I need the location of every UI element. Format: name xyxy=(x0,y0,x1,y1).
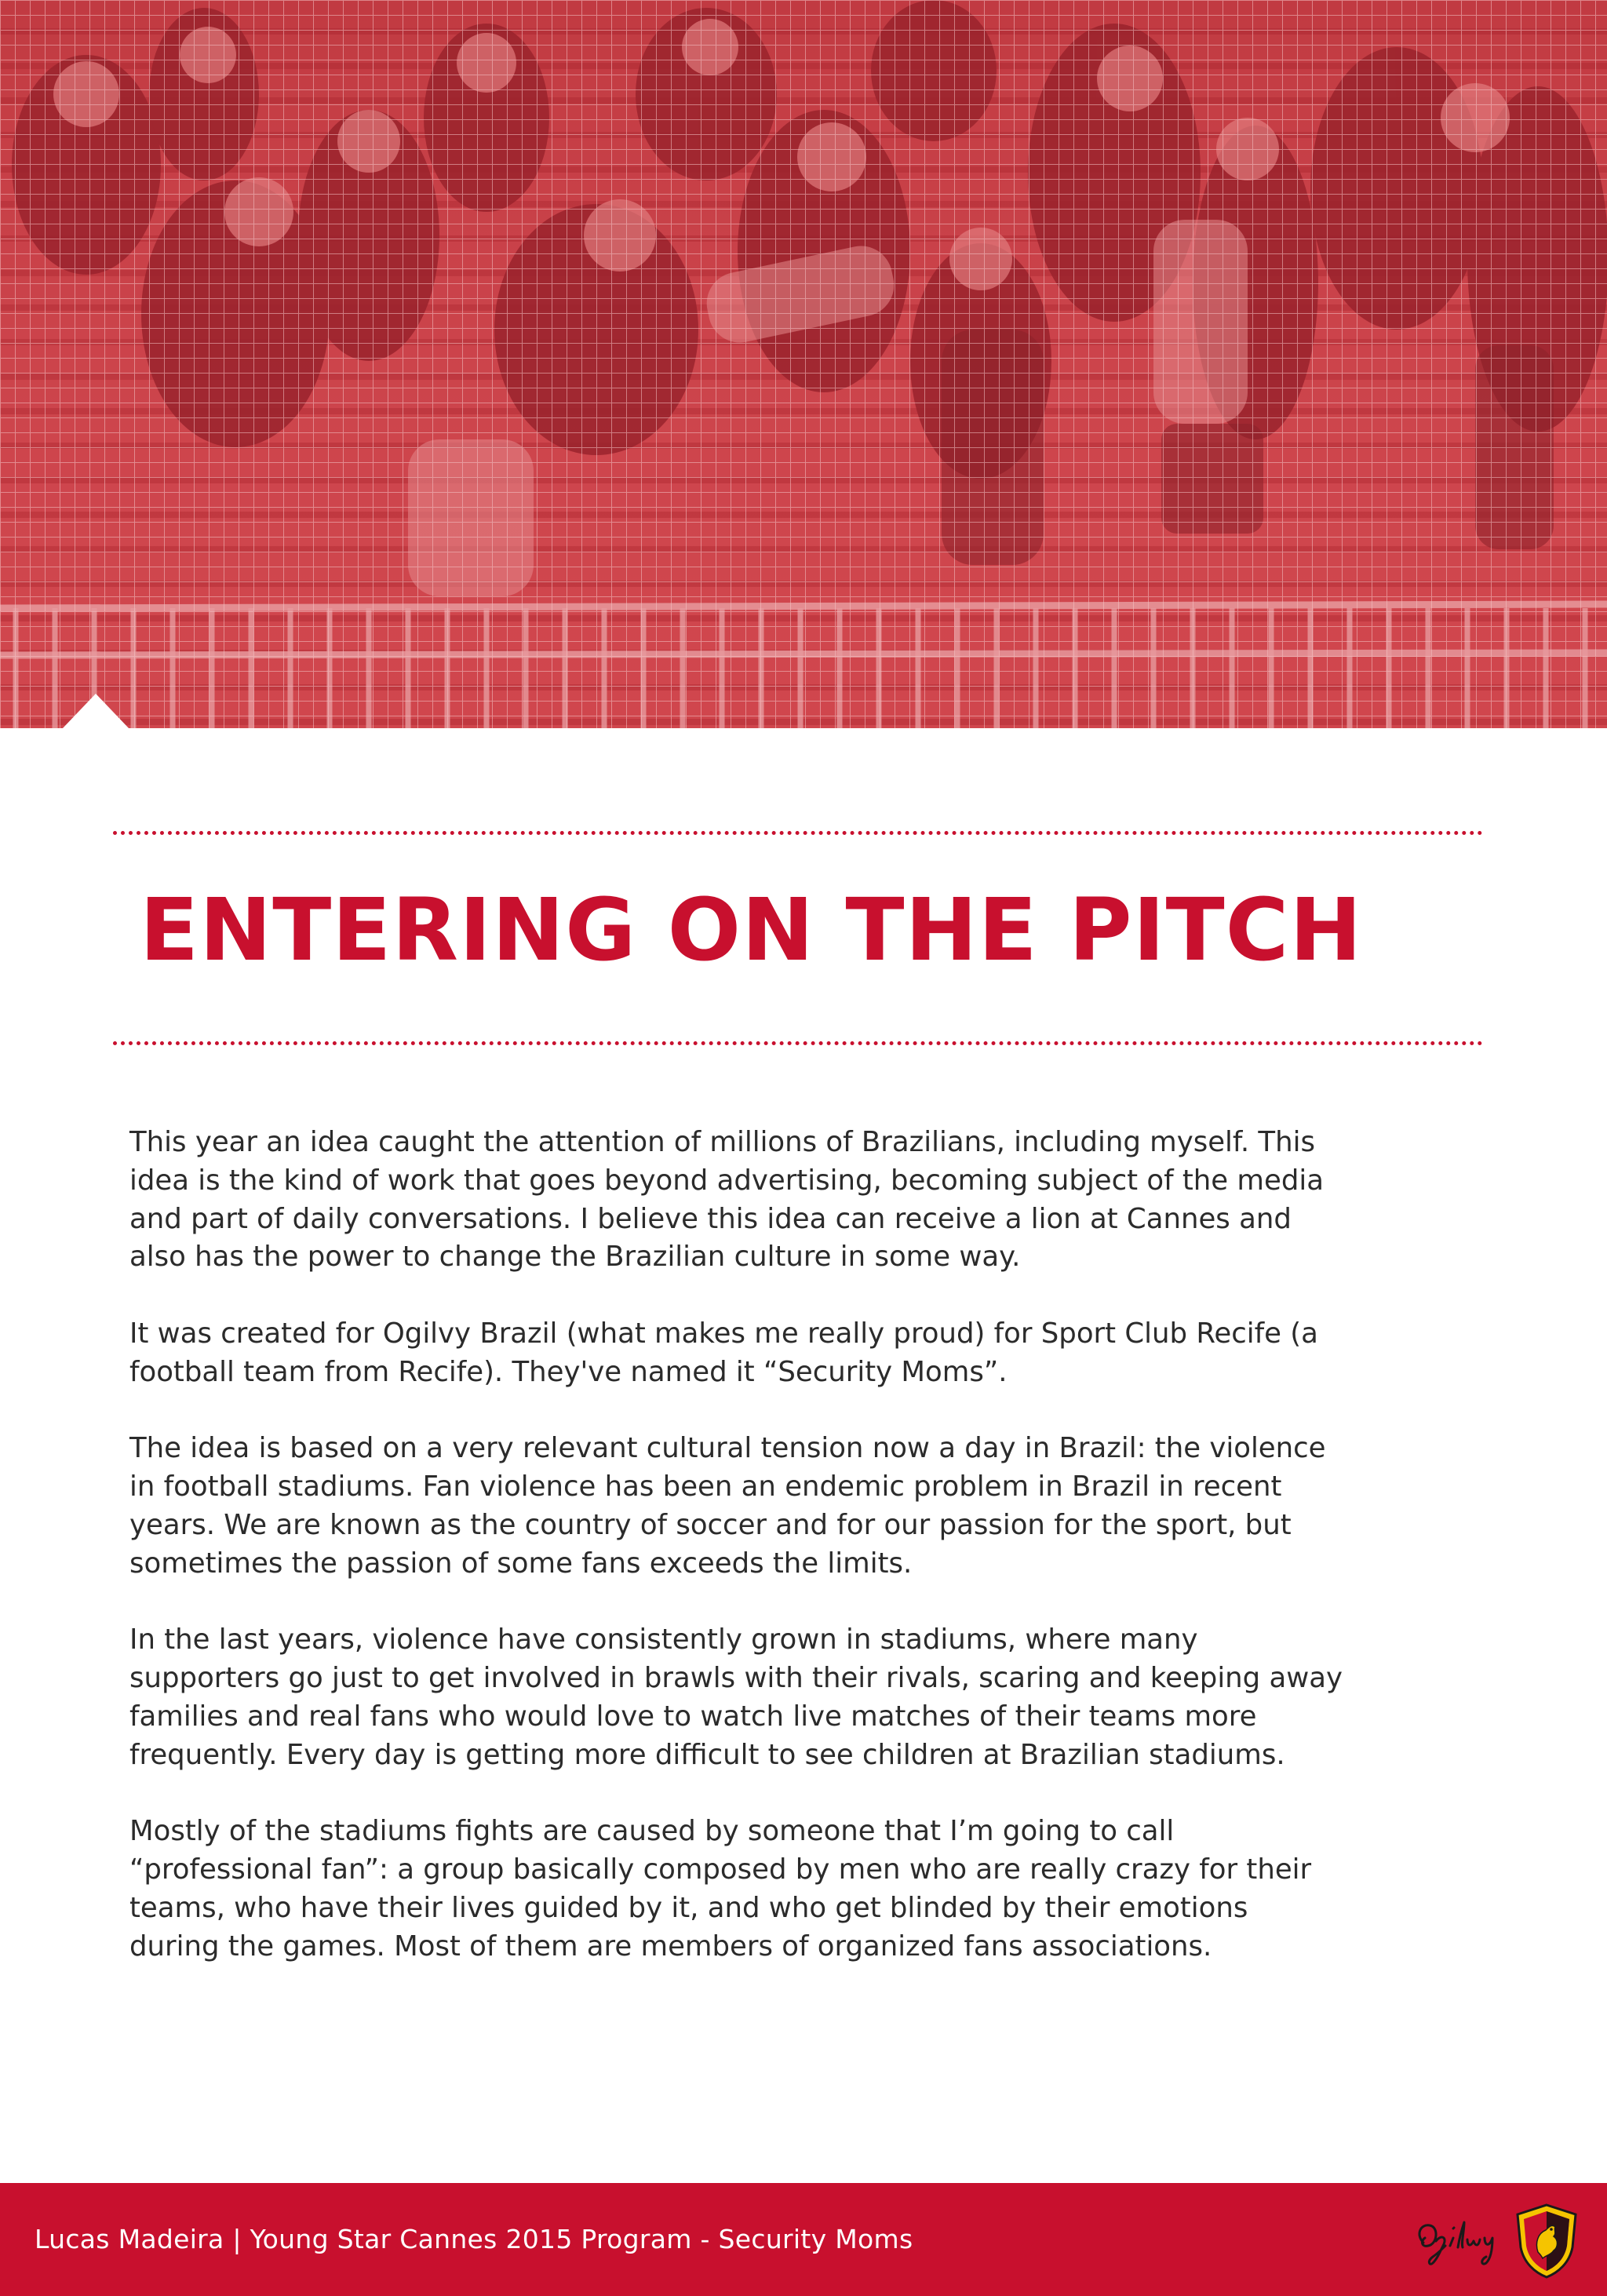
footer-credit: Lucas Madeira | Young Star Cannes 2015 Program - Security Moms xyxy=(35,2224,913,2254)
ogilvy-logo xyxy=(1412,2214,1513,2269)
paragraph: It was created for Ogilvy Brazil (what makes me really proud) for Sport Club Recife (a football team from Recife). They've named it “Security Moms”. xyxy=(129,1317,1318,1388)
dotted-divider-top xyxy=(113,831,1483,835)
hero-photo xyxy=(0,0,1607,728)
article-body xyxy=(129,1124,1479,2004)
footer-bar xyxy=(0,2183,1607,2296)
page-title: ENTERING ON THE PITCH xyxy=(140,880,1363,980)
sport-club-recife-crest-icon xyxy=(1514,2203,1579,2279)
dotted-divider-bottom xyxy=(113,1041,1483,1045)
paragraph: This year an idea caught the attention of millions of Brazilians, including myself. This idea is the kind of work that goes beyond advertising, becoming subject of the media and part of daily conversations. I believe this idea can receive a lion at Cannes and also has the power to change the Brazilian culture in some way. xyxy=(129,1126,1324,1274)
hero-image xyxy=(0,0,1607,728)
paragraph: In the last years, violence have consistently grown in stadiums, where many supporters go just to get involved in brawls with their rivals, scaring and keeping away families and real fans who would love to watch live matches of their teams more frequently. Every day is getting more difficult to see children at Brazilian stadiums. xyxy=(129,1624,1343,1771)
ogilvy-signature-icon xyxy=(1412,2214,1513,2269)
paragraph: Mostly of the stadiums fights are caused by someone that I’m going to call “professional fan”: a group basically composed by men who are really crazy for their teams, who have their lives guided by it, and who get blinded by their emotions during the games. Most of them are members of organized fans associations. xyxy=(129,1815,1312,1963)
paragraph: The idea is based on a very relevant cultural tension now a day in Brazil: the violence in football stadiums. Fan violence has been an endemic problem in Brazil in recent years. We are known as the country of soccer and for our passion for the sport, but sometimes the passion of some fans exceeds the limits. xyxy=(129,1432,1326,1580)
hero-notch xyxy=(63,694,129,728)
club-crest-logo xyxy=(1514,2203,1579,2279)
